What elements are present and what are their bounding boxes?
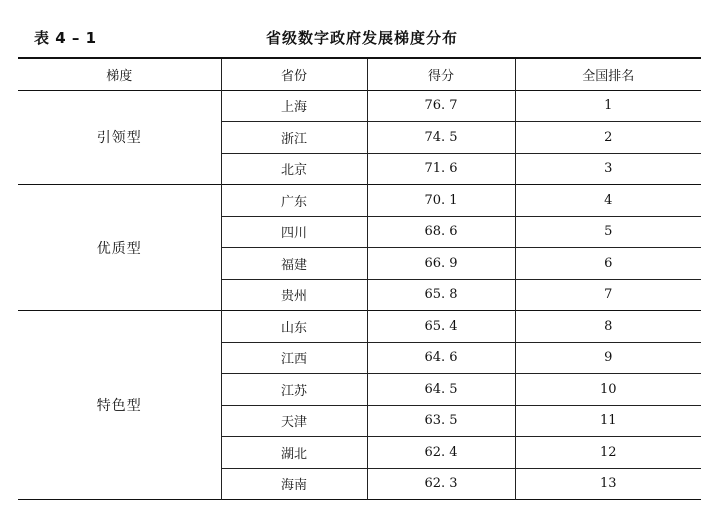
rank-cell: 7 [515,279,701,311]
rank-cell: 4 [604,192,613,208]
rank-cell: 1 [604,98,613,114]
rank-cell: 6 [515,248,701,280]
gradient-table [18,57,701,500]
score-cell: 63. 5 [367,405,515,437]
score-cell: 65. 4 [367,311,515,343]
tier-group-leading [18,90,701,185]
rank-cell: 2 [515,122,701,154]
score-cell: 62. 3 [367,468,515,500]
province-cell: 广东 [221,185,367,217]
table-row [18,90,701,122]
province-cell: 湖北 [221,437,367,469]
table-caption [0,0,724,54]
province-cell: 江西 [221,342,367,374]
score-cell: 64. 5 [367,374,515,406]
table-number: 表 4 – 1 [34,29,97,47]
tier-group-distinctive [18,311,701,500]
header-province: 省份 [221,58,367,90]
rank-cell: 8 [604,318,613,334]
table-row [18,185,701,217]
rank-cell: 11 [515,405,701,437]
table-row [18,311,701,343]
province-cell: 贵州 [221,279,367,311]
tier-name: 特色型 [18,311,221,500]
header-tier: 梯度 [18,58,221,90]
rank-cell: 12 [515,437,701,469]
rank-cell: 9 [515,342,701,374]
header-rank: 全国排名 [582,68,635,84]
tier-name: 引领型 [18,90,221,185]
score-cell: 71. 6 [367,153,515,185]
score-cell: 76. 7 [367,90,515,122]
header-score: 得分 [367,58,515,90]
table-title: 省级数字政府发展梯度分布 [265,29,458,47]
rank-cell: 13 [515,468,701,500]
score-cell: 62. 4 [367,437,515,469]
province-cell: 天津 [221,405,367,437]
header-row [18,58,701,90]
score-cell: 65. 8 [367,279,515,311]
province-cell: 四川 [221,216,367,248]
rank-cell: 3 [515,153,701,185]
province-cell: 北京 [221,153,367,185]
table-header [18,58,701,90]
province-cell: 浙江 [221,122,367,154]
rank-cell: 5 [515,216,701,248]
tier-group-quality [18,185,701,311]
province-cell: 福建 [221,248,367,280]
province-cell: 江苏 [221,374,367,406]
rank-cell: 10 [515,374,701,406]
score-cell: 68. 6 [367,216,515,248]
tier-name: 优质型 [18,185,221,311]
province-cell: 山东 [221,311,367,343]
province-cell: 上海 [221,90,367,122]
score-cell: 74. 5 [367,122,515,154]
score-cell: 66. 9 [367,248,515,280]
score-cell: 70. 1 [367,185,515,217]
score-cell: 64. 6 [367,342,515,374]
province-cell: 海南 [221,468,367,500]
